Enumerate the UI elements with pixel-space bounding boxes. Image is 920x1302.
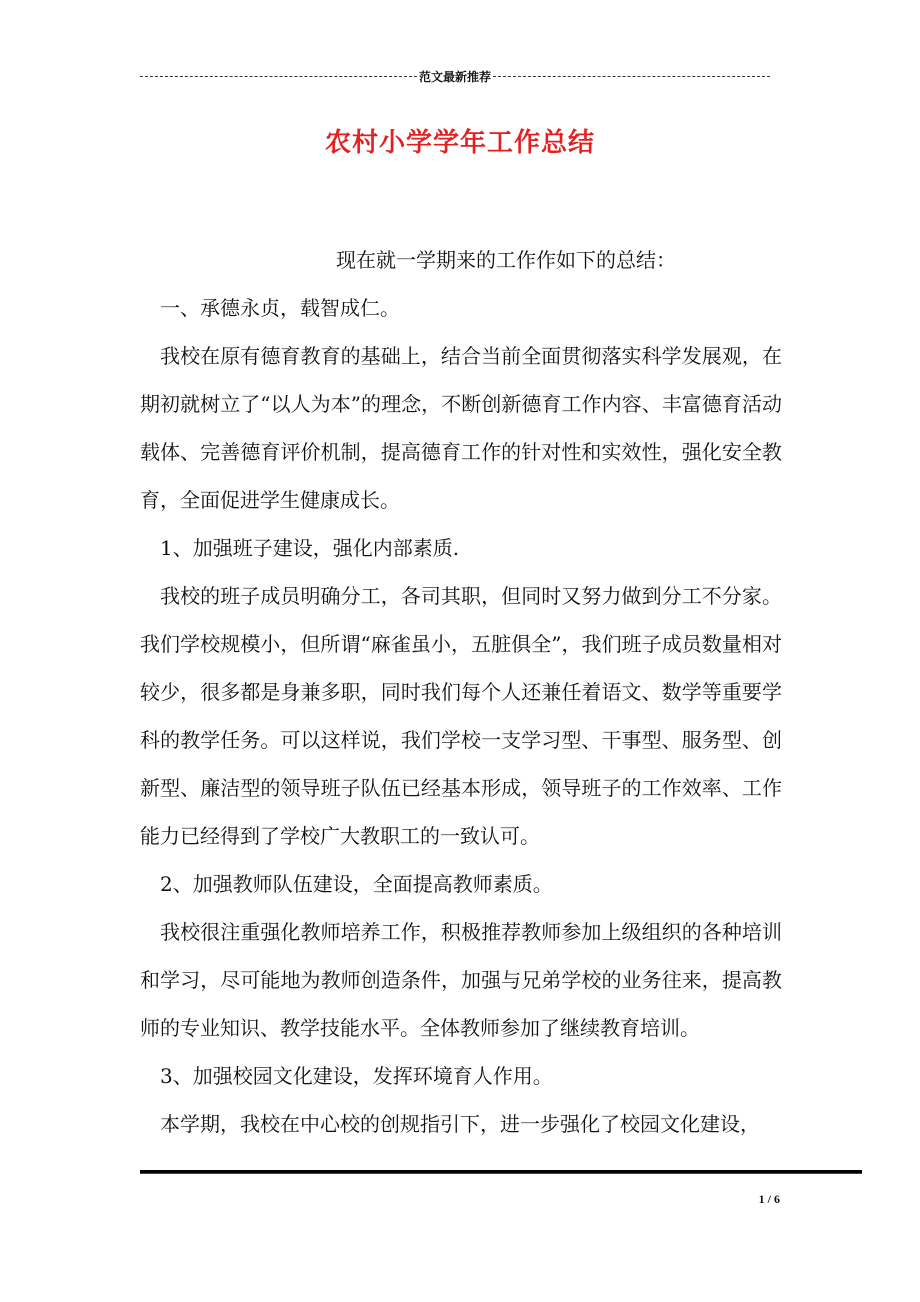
footer-rule	[140, 1170, 862, 1174]
running-header	[140, 66, 770, 86]
document-title: 农村小学学年工作总结	[324, 128, 595, 158]
subheading-3: 3、加强校园文化建设，发挥环境育人作用。	[160, 1064, 553, 1088]
header-label: 范文最新推荐	[419, 69, 492, 84]
page-number: 1 / 6	[758, 1192, 780, 1206]
subheading-1: 1、加强班子建设，强化内部素质.	[160, 536, 460, 560]
document-body	[140, 236, 782, 1148]
header-dash-right	[493, 76, 770, 77]
paragraph: 我校很注重强化教师培养工作，积极推荐教师参加上级组织的各种培训和学习，尽可能地为教师创造条件，加强与兄弟学校的业务往来，提高教师的专业知识、教学技能水平。全体教师参加了继续教育培训。	[140, 920, 782, 1040]
paragraph: 我校在原有德育教育的基础上，结合当前全面贯彻落实科学发展观，在期初就树立了“以人为本”的理念，不断创新德育工作内容、丰富德育活动载体、完善德育评价机制，提高德育工作的针对性和实效性，强化安全教育，全面促进学生健康成长。	[140, 344, 782, 512]
section-heading-1: 一、承德永贞，载智成仁。	[160, 296, 400, 320]
subheading-2: 2、加强教师队伍建设，全面提高教师素质。	[160, 872, 553, 896]
header-dash-left	[140, 76, 417, 77]
paragraph-intro: 现在就一学期来的工作作如下的总结：	[336, 248, 676, 272]
paragraph: 我校的班子成员明确分工，各司其职，但同时又努力做到分工不分家。我们学校规模小，但所谓“麻雀虽小，五脏俱全”，我们班子成员数量相对较少，很多都是身兼多职，同时我们每个人还兼任着语文、数学等重要学科的教学任务。可以这样说，我们学校一支学习型、干事型、服务型、创新型、廉洁型的领导班子队伍已经基本形成，领导班子的工作效率、工作能力已经得到了学校广大教职工的一致认可。	[140, 584, 782, 848]
paragraph: 本学期，我校在中心校的创规指引下，进一步强化了校园文化建设，	[160, 1112, 760, 1136]
